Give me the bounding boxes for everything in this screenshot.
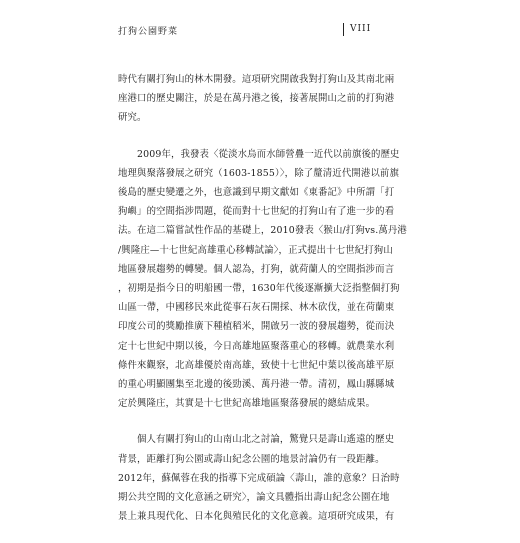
text-line: 2012年，蘇佩蓉在我的指導下完成碩論〈壽山，誰的意象？日治時: [118, 472, 400, 484]
text-line: 時代有關打狗山的林木開發。這項研究開啟我對打狗山及其南北兩: [118, 74, 395, 85]
running-title: 打狗公園野菜: [118, 27, 179, 37]
text-line: 後島的歷史變遷之外，也意識到早期文獻如《東番記》中所謂「打: [118, 187, 395, 199]
text-line: 山區一帶，中國移民來此從事石灰石開採、林木砍伐，並在荷蘭東: [118, 302, 395, 314]
text-line: 條件來觀察，北高雄優於南高雄，致使十七世紀中葉以後高雄平原: [118, 359, 395, 371]
text-line: 座港口的歷史關注，於是在萬丹港之後，接著展開山之前的打狗港: [118, 93, 395, 105]
page-header: [118, 24, 418, 40]
text-line: /興隆庄—十七世紀高雄重心移轉試論〉，正式提出十七世紀打狗山: [118, 244, 393, 256]
paragraph-3: [118, 430, 410, 526]
text-line: 個人有關打狗山的山南山北之討論，驚覺只是壽山遙遠的歷史: [137, 434, 395, 446]
body-text: [118, 70, 410, 543]
text-line: 地理與聚落發展之研究（1603-1855）〉，除了釐清近代開港以前旗: [118, 167, 399, 179]
text-line: 定於興隆庄，其實是十七世紀高雄地區聚落發展的總結成果。: [118, 398, 376, 410]
paragraph-2: [118, 145, 410, 414]
text-line: 印度公司的獎勵推廣下種植稻米，開啟另一波的發展趨勢，從而決: [118, 321, 395, 333]
text-line: 研究。: [118, 112, 147, 124]
text-line: 定十七世紀中期以後，今日高雄地區聚落重心的移轉。就農業水利: [118, 340, 395, 352]
text-line: 期公共空間的文化意涵之研究〉，論文具體指出壽山紀念公園在地: [118, 492, 390, 504]
page-number: VIII: [350, 24, 372, 34]
paragraph-1: [118, 70, 410, 128]
text-line: 地區發展趨勢的轉變。個人認為，打狗，就荷蘭人的空間指涉而言: [118, 263, 395, 275]
text-line: 狗嶼」的空間指涉問題，從而對十七世紀的打狗山有了進一步的看: [118, 206, 395, 218]
text-line: 背景，距離打狗公園或壽山紀念公園的地景討論仍有一段距離。: [118, 453, 385, 465]
text-line: ，初期是指今日的明船國一帶，1630年代後逐漸擴大泛指整個打狗: [118, 283, 400, 295]
text-line: 法。在這二篇嘗試性作品的基礎上，2010發表〈猴山/打狗vs.萬丹港: [118, 225, 407, 237]
header-divider: [343, 23, 344, 36]
text-line: 景上兼具現代化、日本化與殖民化的文化意義。這項研究成果，有: [118, 511, 395, 523]
text-line: 2009年，我發表〈從淡水烏而水師營疊一近代以前旗後的歷史: [137, 148, 400, 160]
text-line: 的重心明顯團集至北邊的後勁溪、萬丹港一帶。清初，鳳山縣縣城: [118, 379, 395, 391]
